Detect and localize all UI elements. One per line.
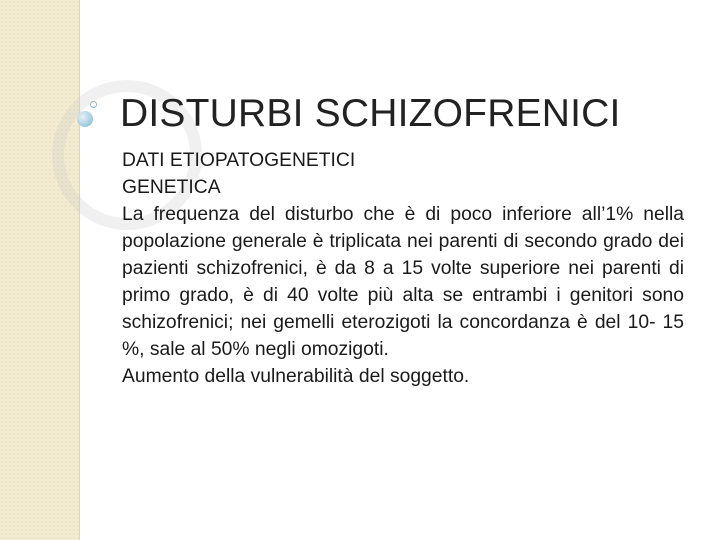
subtitle-genetics: GENETICA [122, 177, 221, 198]
slide-body [122, 147, 684, 390]
bullet-dot-icon [77, 111, 93, 127]
body-paragraph: La frequenza del disturbo che è di poco inferiore all’1% nella popolazione generale è triplicata nei parenti di secondo grado dei pazienti schizofrenici, è da 8 a 15 volte superiore nei parenti di primo grado, è di 40 volte più alta se entrambi i genitori sono schizofrenici; nei gemelli eterozigoti la concordanza è del 10- 15 %, sale al 50% negli omozigoti. [122, 204, 684, 360]
slide-title: DISTURBI SCHIZOFRENICI [120, 92, 621, 135]
decorative-side-band [0, 0, 80, 540]
subtitle-etiopathogenetic: DATI ETIOPATOGENETICI [122, 150, 356, 171]
closing-line: Aumento della vulnerabilità del soggetto. [122, 366, 470, 387]
small-circle-icon [90, 101, 97, 108]
